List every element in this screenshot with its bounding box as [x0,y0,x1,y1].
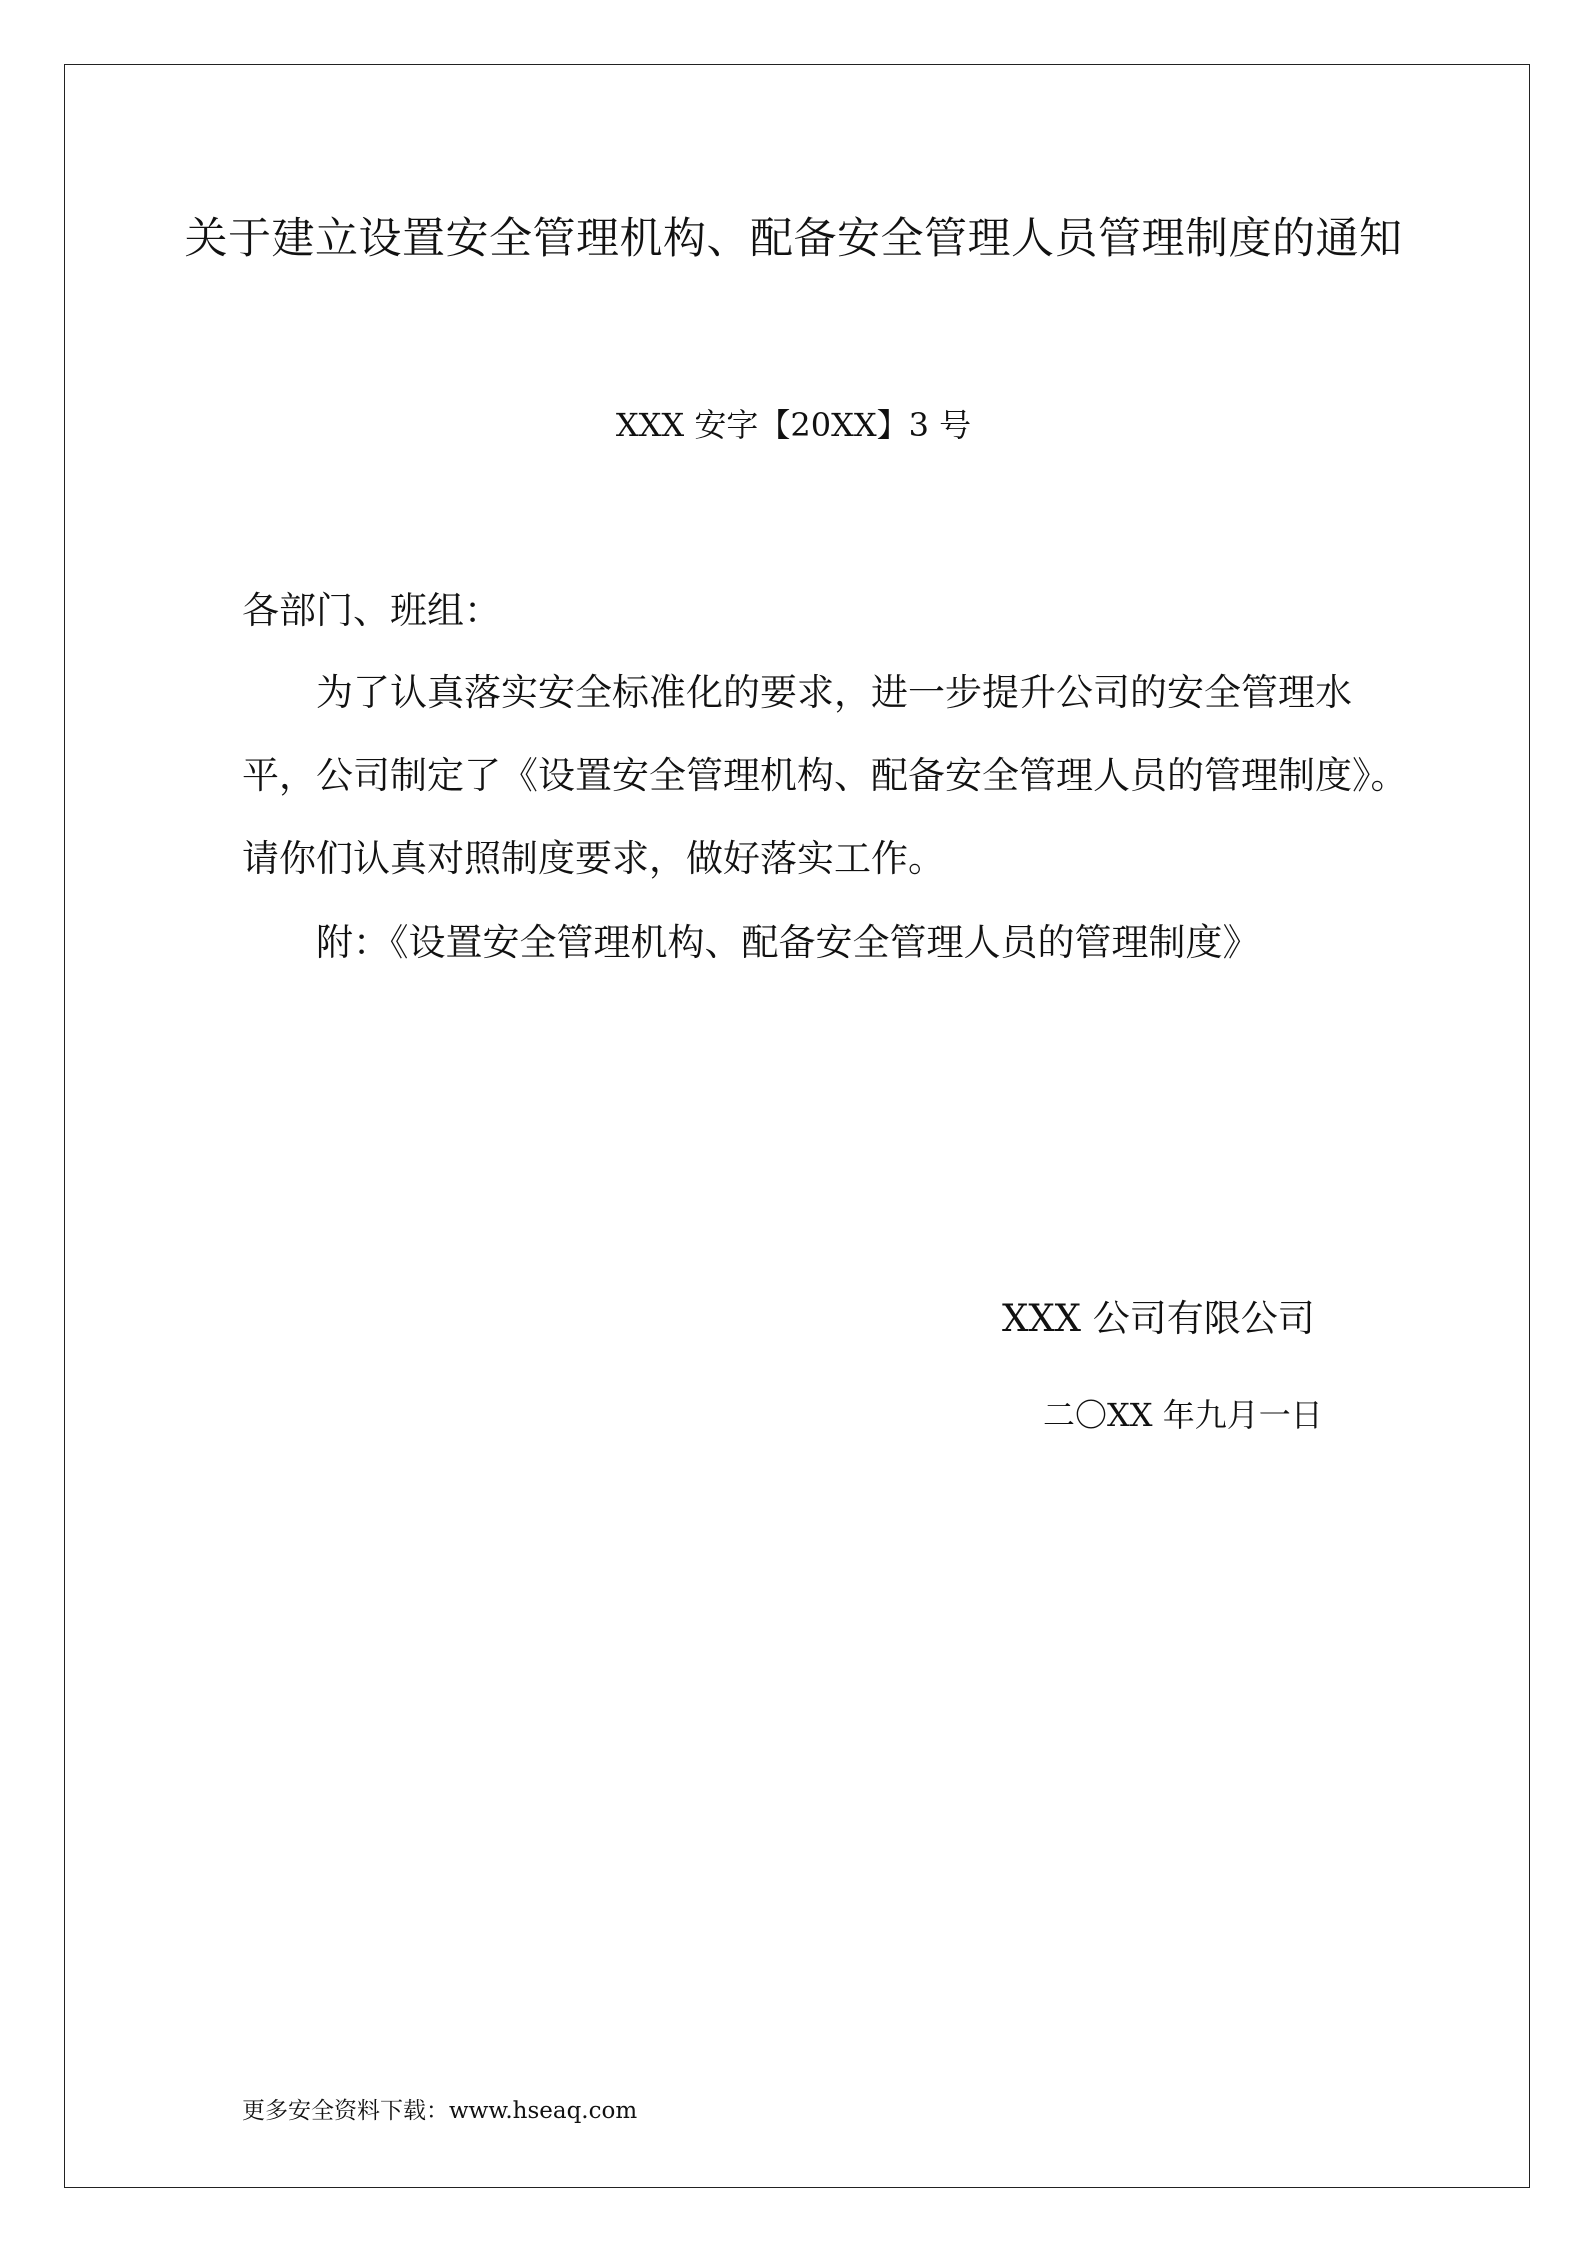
signature-date: 二〇XX 年九月一日 [1043,1396,1323,1434]
attachment-note: 附：《设置安全管理机构、配备安全管理人员的管理制度》 [316,921,1260,964]
paragraph-line-3: 请你们认真对照制度要求，做好落实工作。 [242,837,945,880]
document-number: XXX 安字【20XX】3 号 [615,406,972,444]
signature-company: XXX 公司有限公司 [1002,1297,1315,1340]
page-border [64,64,1530,2188]
salutation: 各部门、班组： [242,589,501,632]
footer-download-note: 更多安全资料下载：www.hseaq.com [242,2098,638,2124]
document-title: 关于建立设置安全管理机构、配备安全管理人员管理制度的通知 [184,214,1403,264]
paragraph-line-1: 为了认真落实安全标准化的要求，进一步提升公司的安全管理水 [316,671,1352,714]
paragraph-line-2: 平，公司制定了《设置安全管理机构、配备安全管理人员的管理制度》。 [242,754,1408,797]
